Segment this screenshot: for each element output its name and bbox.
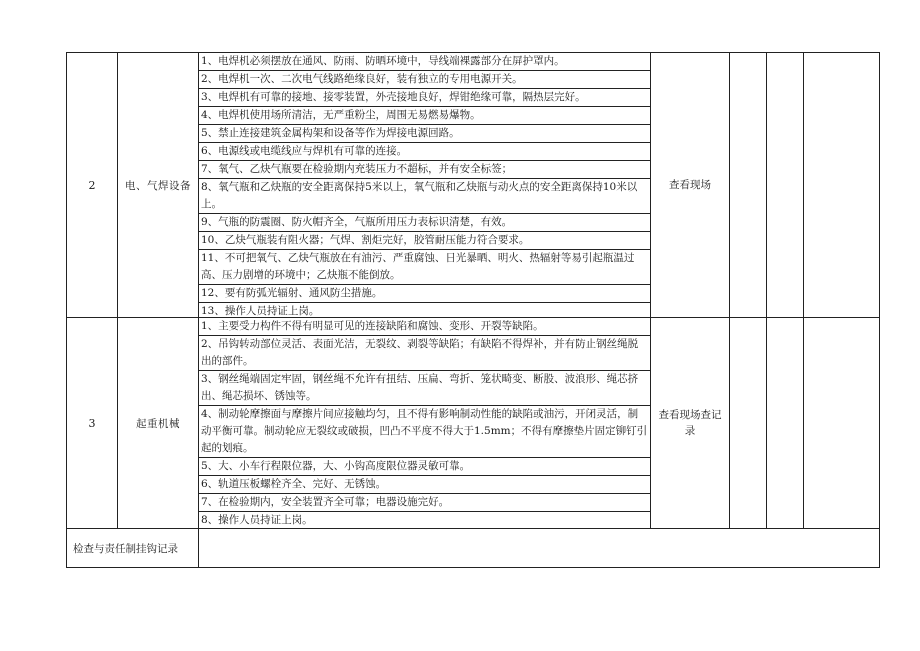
inspection-table [66, 52, 880, 568]
content-line: 6、轨道压板螺栓齐全、完好、无锈蚀。 [199, 476, 650, 494]
content-line: 2、电焊机一次、二次电气线路绝缘良好，装有独立的专用电源开关。 [199, 71, 650, 89]
empty-cell [767, 53, 804, 318]
content-line: 5、禁止连接建筑金属构架和设备等作为焊接电源回路。 [199, 125, 650, 143]
content-line: 11、不可把氧气、乙炔气瓶放在有油污、严重腐蚀、日光暴晒、明火、热辐射等易引起瓶温过高、压力剧增的环境中；乙炔瓶不能倒放。 [199, 250, 650, 285]
footer-label: 检查与责任制挂钩记录 [67, 529, 199, 568]
content-line: 4、制动轮摩擦面与摩擦片间应接触均匀，且不得有影响制动性能的缺陷或油污，开闭灵活，制动平衡可靠。制动轮应无裂纹或破损，凹凸不平度不得大于1.5mm；不得有摩擦垫片固定铆钉引起的划痕。 [199, 406, 650, 458]
empty-cell [730, 53, 767, 318]
inspection-item: 起重机械 [118, 318, 199, 529]
content-line: 9、气瓶的防震圈、防火帽齐全，气瓶所用压力表标识清楚，有效。 [199, 214, 650, 232]
content-line: 4、电焊机使用场所清洁，无严重粉尘，周围无易燃易爆物。 [199, 107, 650, 125]
content-line: 7、在检验期内，安全装置齐全可靠；电器设施完好。 [199, 494, 650, 512]
inspection-item: 电、气焊设备 [118, 53, 199, 318]
content-line: 1、主要受力构件不得有明显可见的连接缺陷和腐蚀、变形、开裂等缺陷。 [199, 318, 650, 336]
content-line: 8、氧气瓶和乙炔瓶的安全距离保持5米以上，氧气瓶和乙炔瓶与动火点的安全距离保持10米以上。 [199, 179, 650, 214]
empty-cell [804, 318, 880, 529]
table-row [67, 53, 880, 318]
empty-cell [767, 318, 804, 529]
row-number: 2 [67, 53, 118, 318]
content-line: 8、操作人员持证上岗。 [201, 514, 313, 526]
content-line: 10、乙炔气瓶装有阻火器；气焊、割炬完好，胶管耐压能力符合要求。 [199, 232, 650, 250]
footer-value-cell [199, 529, 880, 568]
table-row [67, 529, 880, 568]
content-line: 12、要有防弧光辐射、通风防尘措施。 [199, 285, 650, 303]
content-line: 1、电焊机必须摆放在通风、防雨、防晒环境中，导线端裸露部分在屏护罩内。 [199, 53, 650, 71]
inspection-content [199, 318, 651, 529]
content-line: 7、氧气、乙炔气瓶要在检验期内充装压力不超标，并有安全标签； [199, 161, 650, 179]
inspection-content [199, 53, 651, 318]
content-line: 3、电焊机有可靠的接地、接零装置，外壳接地良好，焊钳绝缘可靠，隔热层完好。 [199, 89, 650, 107]
empty-cell [804, 53, 880, 318]
content-line: 6、电源线或电缆线应与焊机有可靠的连接。 [199, 143, 650, 161]
content-line: 2、吊钩转动部位灵活、表面光洁，无裂纹、剥裂等缺陷；有缺陷不得焊补，并有防止钢丝绳脱出的部件。 [199, 336, 650, 371]
row-number: 3 [67, 318, 118, 529]
content-line: 13、操作人员持证上岗。 [201, 305, 320, 317]
inspection-method: 查看现场 [651, 53, 730, 318]
empty-cell [730, 318, 767, 529]
content-line: 5、大、小车行程限位器，大、小钩高度限位器灵敏可靠。 [199, 458, 650, 476]
content-line: 3、钢丝绳端固定牢固，钢丝绳不允许有扭结、压扁、弯折、笼状畸变、断股、波浪形、绳芯挤出、绳芯损坏、锈蚀等。 [199, 371, 650, 406]
table-row [67, 318, 880, 529]
inspection-method: 查看现场查记录 [651, 318, 730, 529]
